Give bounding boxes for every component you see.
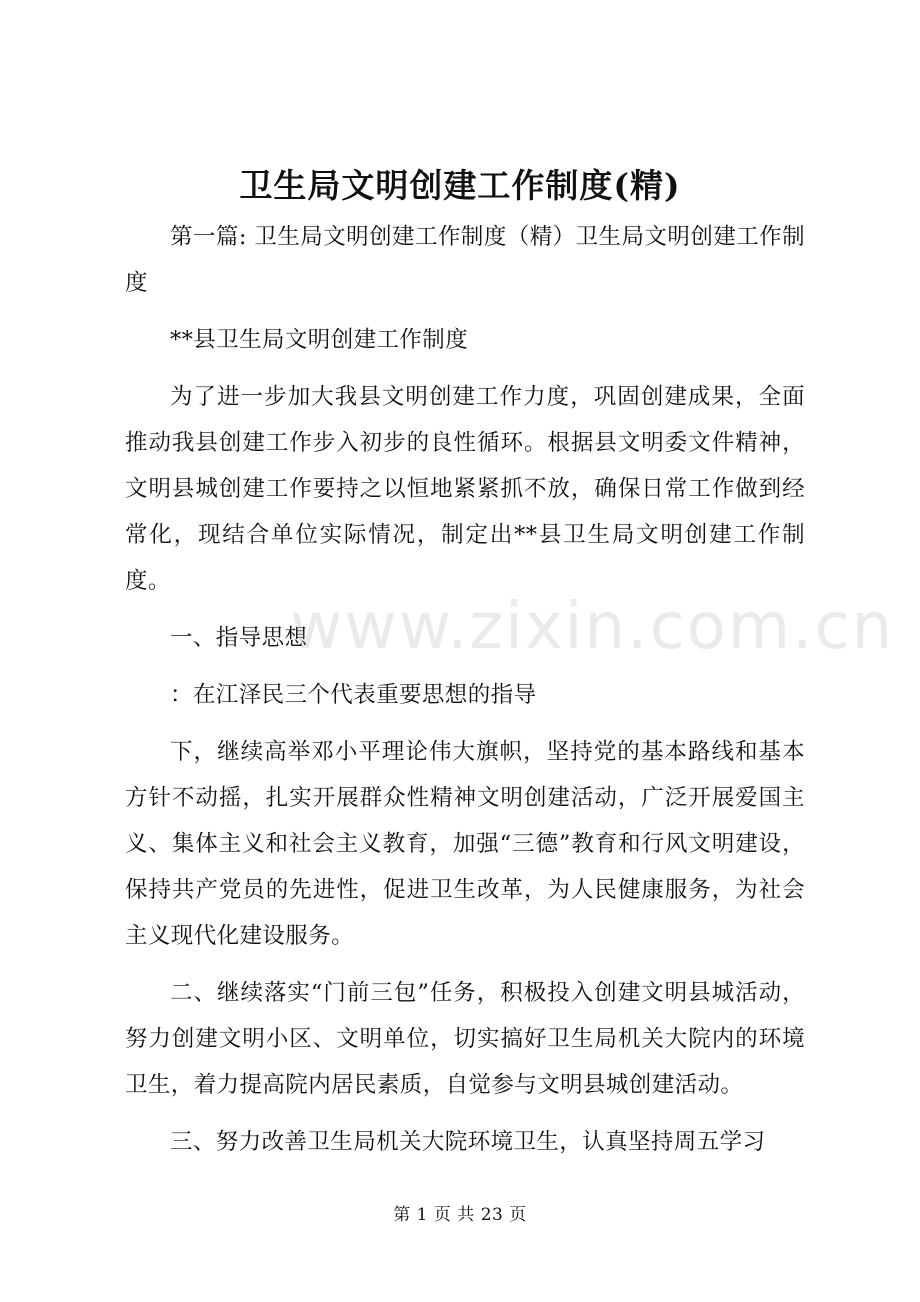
paragraph-3: 为了进一步加大我县文明创建工作力度，巩固创建成果，全面推动我县创建工作步入初步的良性循环。根据县文明委文件精神，文明县城创建工作要持之以恒地紧紧抓不放，确保日常工作做到经常化，现结合单位实际情况，制定出**县卫生局文明创建工作制度。 xyxy=(125,384,805,594)
document-body xyxy=(125,214,805,1176)
paragraph-7: 二、继续落实“门前三包”任务，积极投入创建文明县城活动，努力创建文明小区、文明单位，切实搞好卫生局机关大院内的环境卫生，着力提高院内居民素质，自觉参与文明县城创建活动。 xyxy=(125,980,805,1098)
document-title: 卫生局文明创建工作制度(精) xyxy=(239,166,681,205)
page-footer: 第 1 页 共 23 页 xyxy=(393,1205,527,1225)
paragraph-8: 三、努力改善卫生局机关大院环境卫生，认真坚持周五学习 xyxy=(170,1129,766,1155)
paragraph-4: 一、指导思想 xyxy=(170,625,308,651)
paragraph-5: ：在江泽民三个代表重要思想的指导 xyxy=(170,682,537,708)
watermark: www.zixin.com.cn xyxy=(290,590,895,664)
paragraph-2: **县卫生局文明创建工作制度 xyxy=(170,327,469,353)
paragraph-6: 下，继续高举邓小平理论伟大旗帜，坚持党的基本路线和基本方针不动摇，扎实开展群众性精神文明创建活动，广泛开展爱国主义、集体主义和社会主义教育，加强“三德”教育和行风文明建设，保持共产党员的先进性，促进卫生改革，为人民健康服务，为社会主义现代化建设服务。 xyxy=(125,739,805,949)
paragraph-1: 第一篇: 卫生局文明创建工作制度（精）卫生局文明创建工作制度 xyxy=(125,224,805,296)
